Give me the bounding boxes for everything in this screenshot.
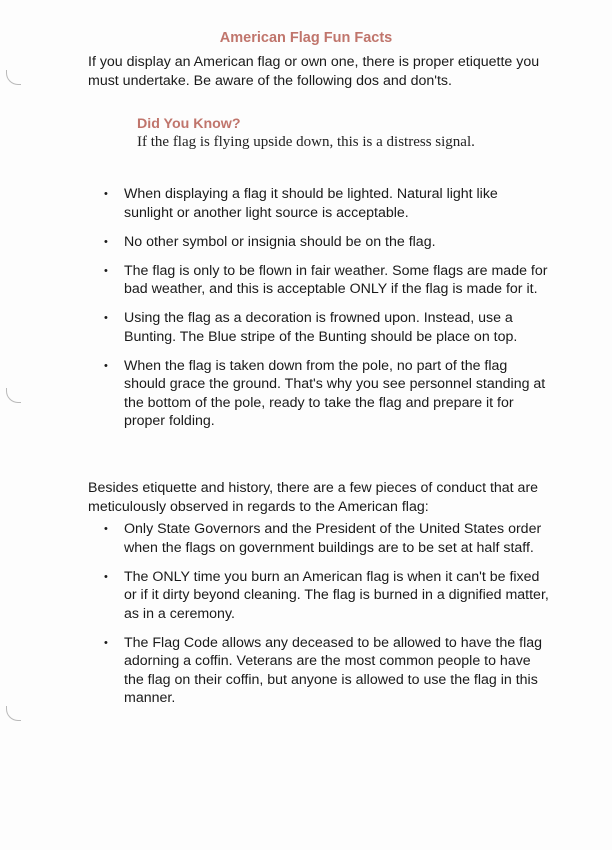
intro-paragraph: If you display an American flag or own one, there is proper etiquette you must undertake. Be aware of the following dos and don'ts. [88, 54, 540, 89]
list-item-text: Only State Governors and the President of the United States order when the flags on government buildings are to be set at half staff. [124, 521, 542, 556]
list-item-text: When displaying a flag it should be lighted. Natural light like sunlight or another light source is acceptable. [124, 186, 498, 221]
conduct-list [88, 520, 550, 718]
list-item [88, 568, 550, 624]
bullet-icon: • [104, 359, 108, 372]
bullet-icon: • [104, 264, 108, 277]
did-you-know-callout [137, 115, 557, 152]
list-item [88, 520, 550, 557]
list-item [88, 309, 550, 346]
bullet-icon: • [104, 188, 108, 200]
list-item-text: When the flag is taken down from the pole, no part of the flag should grace the ground. That's why you see personnel standing at the bottom of the pole, ready to take the flag and prepare it for proper folding. [124, 357, 546, 429]
callout-heading: Did You Know? [137, 116, 241, 132]
punch-hole-mark [6, 70, 21, 85]
list-item-text: The ONLY time you burn an American flag is when it can't be fixed or if it dirty beyond cleaning. The flag is burned in a dignified matter, as in a ceremony. [124, 568, 549, 622]
list-item [88, 262, 550, 299]
callout-body: If the flag is flying upside down, this is a distress signal. [137, 134, 475, 150]
list-item-text: Using the flag as a decoration is frowned upon. Instead, use a Bunting. The Blue stripe of the Bunting should be place on top. [124, 310, 518, 345]
list-item-text: The flag is only to be flown in fair weather. Some flags are made for bad weather, and this is acceptable ONLY if the flag is made for it. [124, 262, 548, 297]
conduct-intro-paragraph: Besides etiquette and history, there are a few pieces of conduct that are meticulously observed in regards to the American flag: [88, 480, 539, 515]
punch-hole-mark [6, 388, 21, 403]
list-item [88, 357, 550, 431]
bullet-icon: • [104, 523, 108, 535]
etiquette-list [88, 185, 550, 441]
punch-hole-mark [6, 706, 21, 721]
list-item [88, 185, 550, 222]
list-item-text: The Flag Code allows any deceased to be allowed to have the flag adorning a coffin. Veterans are the most common people to have the flag on their coffin, but anyone is allowed to use the flag in this manner. [124, 634, 543, 706]
list-item [88, 233, 550, 252]
bullet-icon: • [104, 235, 108, 248]
bullet-icon: • [104, 312, 108, 324]
bullet-icon: • [104, 570, 108, 583]
list-item [88, 634, 550, 708]
page-title: American Flag Fun Facts [219, 30, 393, 46]
bullet-icon: • [104, 636, 108, 649]
list-item-text: No other symbol or insignia should be on the flag. [124, 233, 436, 250]
